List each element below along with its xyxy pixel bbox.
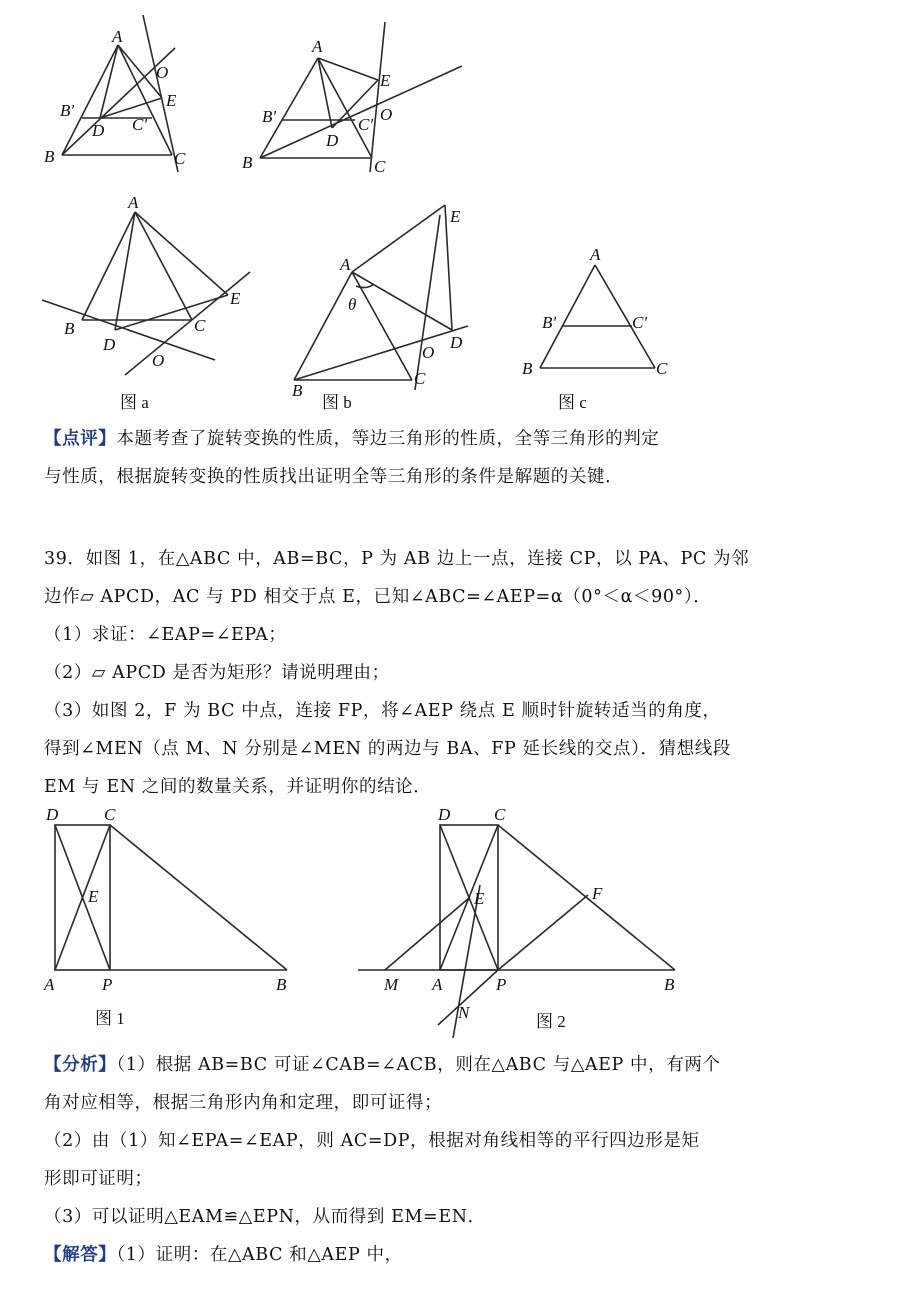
label-O: O — [156, 63, 169, 82]
label-B1: B' — [60, 101, 75, 120]
answer-tag: 【解答】 — [44, 1245, 117, 1265]
label-D: D — [450, 333, 463, 352]
caption-2: 图 2 — [536, 1012, 566, 1031]
label-E: E — [380, 71, 391, 90]
analysis-line-2: 角对应相等，根据三角形内角和定理，即可证得； — [44, 1093, 443, 1113]
analysis-tag: 【分析】 — [44, 1055, 117, 1075]
label-C: C — [656, 359, 668, 378]
label-C: C — [104, 805, 116, 824]
analysis-line-1: （1）根据 AB=BC 可证∠CAB=∠ACB，则在△ABC 与△AEP 中，有两个 — [116, 1055, 721, 1075]
comment-line-2: 与性质，根据旋转变换的性质找出证明全等三角形的条件是解题的关键． — [44, 467, 624, 487]
caption-c: 图 c — [558, 393, 587, 412]
label-B: B — [44, 147, 55, 166]
figure-1 — [0, 800, 320, 1040]
caption-a: 图 a — [120, 393, 149, 412]
label-E: E — [474, 889, 485, 908]
figure-2 — [340, 800, 700, 1045]
label-C: C — [174, 149, 186, 168]
caption-b: 图 b — [322, 393, 352, 412]
label-A: A — [312, 37, 323, 56]
label-C: C — [194, 316, 206, 335]
label-N: N — [458, 1003, 470, 1022]
label-C: C — [414, 369, 426, 388]
label-B: B — [276, 975, 287, 994]
label-F: F — [592, 884, 603, 903]
label-theta: θ — [348, 295, 357, 314]
caption-1: 图 1 — [95, 1009, 125, 1028]
label-A: A — [112, 27, 123, 46]
label-P: P — [102, 975, 113, 994]
label-O: O — [380, 105, 393, 124]
label-A: A — [44, 975, 55, 994]
label-E: E — [230, 289, 241, 308]
label-A: A — [128, 193, 139, 212]
label-A: A — [590, 245, 601, 264]
label-C1: C' — [632, 313, 647, 332]
label-P: P — [496, 975, 507, 994]
label-D: D — [326, 131, 339, 150]
label-B1: B' — [262, 107, 277, 126]
figure-top-2 — [230, 0, 480, 185]
label-E: E — [166, 91, 177, 110]
analysis-line-3: （2）由（1）知∠EPA=∠EAP，则 AC=DP，根据对角线相等的平行四边形是矩 — [44, 1131, 700, 1151]
problem-block — [44, 540, 874, 806]
problem-line-5: （3）如图 2，F 为 BC 中点，连接 FP，将∠AEP 绕点 E 顺时针旋转适当的角度， — [44, 701, 721, 721]
figure-c — [510, 240, 690, 420]
label-C1: C' — [358, 115, 373, 134]
label-M: M — [384, 975, 399, 994]
label-A: A — [340, 255, 351, 274]
label-C: C — [374, 157, 386, 176]
label-C: C — [494, 805, 506, 824]
label-D: D — [92, 121, 105, 140]
label-D: D — [103, 335, 116, 354]
figure-top-1 — [0, 0, 240, 185]
label-B: B — [292, 381, 303, 400]
label-E: E — [88, 887, 99, 906]
label-D: D — [46, 805, 59, 824]
analysis-block — [44, 1046, 874, 1274]
problem-line-6: 得到∠MEN（点 M、N 分别是∠MEN 的两边与 BA、FP 延长线的交点）．猜想线段 — [44, 739, 731, 759]
label-B: B — [522, 359, 533, 378]
label-B1: B' — [542, 313, 557, 332]
label-O: O — [422, 343, 435, 362]
analysis-line-4: 形即可证明； — [44, 1169, 153, 1189]
problem-line-2: 边作▱ APCD，AC 与 PD 相交于点 E，已知∠ABC=∠AEP=α（0°＜α＜90°）． — [44, 587, 712, 607]
label-A: A — [432, 975, 443, 994]
answer-line-1: （1）证明：在△ABC 和△AEP 中， — [116, 1245, 403, 1265]
label-B: B — [64, 319, 75, 338]
comment-line-1: 本题考查了旋转变换的性质，等边三角形的性质，全等三角形的判定 — [116, 429, 660, 449]
problem-line-7: EM 与 EN 之间的数量关系，并证明你的结论． — [44, 777, 432, 797]
figure-b — [270, 190, 490, 420]
problem-line-1: 39．如图 1，在△ABC 中，AB=BC，P 为 AB 边上一点，连接 CP，以 PA、PC 为邻 — [44, 549, 750, 569]
comment-block — [44, 420, 874, 496]
analysis-line-5: （3）可以证明△EAM≌△EPN，从而得到 EM=EN． — [44, 1207, 486, 1227]
label-B: B — [664, 975, 675, 994]
problem-line-3: （1）求证：∠EAP=∠EPA； — [44, 625, 287, 645]
label-D: D — [438, 805, 451, 824]
figure-a — [0, 190, 270, 420]
label-C1: C' — [132, 115, 147, 134]
problem-line-4: （2）▱ APCD 是否为矩形？请说明理由； — [44, 663, 390, 683]
label-B: B — [242, 153, 253, 172]
label-E: E — [450, 207, 461, 226]
label-O: O — [152, 351, 165, 370]
comment-tag: 【点评】 — [44, 429, 117, 449]
